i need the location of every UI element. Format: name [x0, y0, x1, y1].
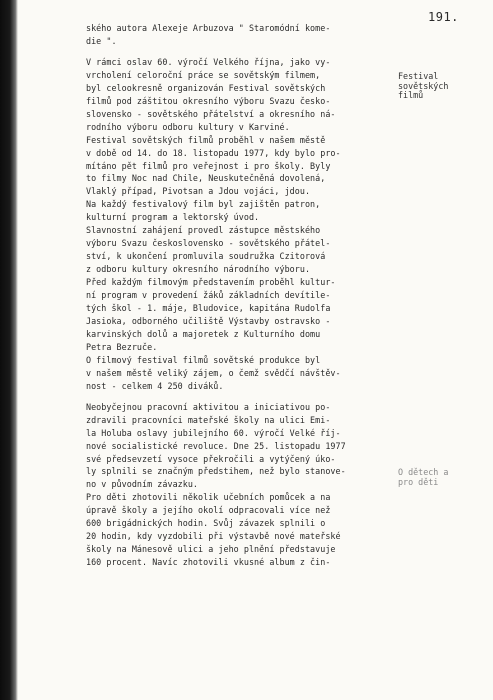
paragraph-gap	[86, 393, 386, 401]
text-line: rodního výboru odboru kultury v Karviné.	[86, 121, 290, 132]
text-line: ského autora Alexeje Arbuzova " Staromódní kome-	[86, 23, 331, 33]
text-line: kulturní program a lektorský úvod.	[86, 212, 260, 223]
text-line: Festival sovětských filmů proběhl v našem městě	[86, 134, 326, 145]
page-number: 191.	[428, 10, 459, 24]
text-line: své předsevzetí vysoce překročili a vytýčený úko-	[86, 453, 336, 464]
text-line: Na každý festivalový film byl zajištěn patron,	[86, 199, 321, 210]
scan-shadow-edge	[0, 0, 18, 700]
text-line: mítáno pět filmů pro veřejnost i pro školy. Byly	[86, 160, 331, 171]
text-line: karvinských dolů a majoretek z Kulturního domu	[86, 328, 321, 339]
text-line: Před každým filmovým představením proběhl kultur-	[86, 277, 336, 288]
text-line: la Holuba oslavy jubilejního 60. výročí Velké říj-	[86, 427, 341, 438]
text-line: Vlaklý případ, Pivotsan a Jdou vojáci, jdou.	[86, 186, 311, 197]
text-line: O filmový festival filmů sovětské produkce byl	[86, 354, 321, 365]
text-line: vrcholení celoroční práce se sovětským filmem,	[86, 69, 321, 80]
text-line: v našem městě veliký zájem, o čemž svědčí návštěv-	[86, 367, 341, 378]
margin-note-line: pro děti	[398, 476, 439, 487]
text-line: 600 brigádnických hodin. Svůj závazek splnili o	[86, 518, 326, 529]
text-line: to filmy Noc nad Chile, Neuskutečněná dovolená,	[86, 173, 326, 184]
text-line: z odboru kultury okresního národního výboru.	[86, 264, 311, 275]
margin-note-line: sovětských	[398, 80, 449, 91]
text-line: ly splnili se značným předstihem, než bylo stanove-	[86, 466, 346, 477]
text-line: ní program v provedení žáků základních devítile-	[86, 290, 331, 301]
text-line: nost - celkem 4 250 diváků.	[86, 380, 224, 391]
text-line: Slavnostní zahájení provedl zástupce městského	[86, 225, 321, 236]
text-line: Petra Bezruče.	[86, 341, 158, 352]
text-line: tých škol - 1. máje, Bludovice, kapitána Rudolfa	[86, 303, 331, 314]
text-line: nové socialistické revoluce. Dne 25. listopadu 1977	[86, 440, 346, 451]
text-line: slovensko - sovětského přátelství a okresního ná-	[86, 108, 336, 119]
text-line: výboru Svazu československo - sovětského přátel-	[86, 238, 331, 249]
margin-note-line: O dětech a	[398, 467, 449, 477]
margin-note-festival	[398, 72, 478, 101]
text-line: Pro děti zhotovili několik učebních pomůcek a na	[86, 492, 331, 503]
paragraph-gap	[86, 48, 386, 56]
paragraph	[86, 56, 386, 393]
text-line: úpravě školy a jejího okolí odpracovali více než	[86, 505, 331, 516]
text-line: v době od 14. do 18. listopadu 1977, kdy bylo pro-	[86, 147, 341, 158]
text-line: Jasioka, odborného učiliště Výstavby ostravsko -	[86, 315, 331, 326]
text-line: školy na Mánesově ulici a jeho plnění představuje	[86, 544, 336, 555]
text-line: V rámci oslav 60. výročí Velkého října, jako vy-	[86, 56, 331, 67]
text-line: zdravili pracovníci mateřské školy na ulici Emi-	[86, 414, 331, 425]
text-line: ství, k ukončení promluvila soudružka Czitorová	[86, 251, 326, 262]
margin-note-line: Festival	[398, 71, 439, 81]
text-line: die ".	[86, 35, 117, 46]
text-line: Neobyčejnou pracovní aktivitou a iniciativou po-	[86, 401, 331, 412]
text-line: no v původním závazku.	[86, 479, 199, 490]
margin-note-line: filmů	[398, 90, 424, 100]
text-line: byl celookresně organizován Festival sovětských	[86, 82, 326, 93]
paragraph	[86, 22, 386, 48]
body-text	[86, 22, 386, 569]
margin-note-children	[398, 468, 478, 487]
paragraph	[86, 401, 386, 569]
text-line: 160 procent. Navíc zhotovili vkusné album z čin-	[86, 557, 331, 568]
text-line: 20 hodin, kdy vyzdobili při výstavbě nové mateřské	[86, 531, 341, 542]
text-line: filmů pod záštitou okresního výboru Svazu česko-	[86, 95, 331, 106]
